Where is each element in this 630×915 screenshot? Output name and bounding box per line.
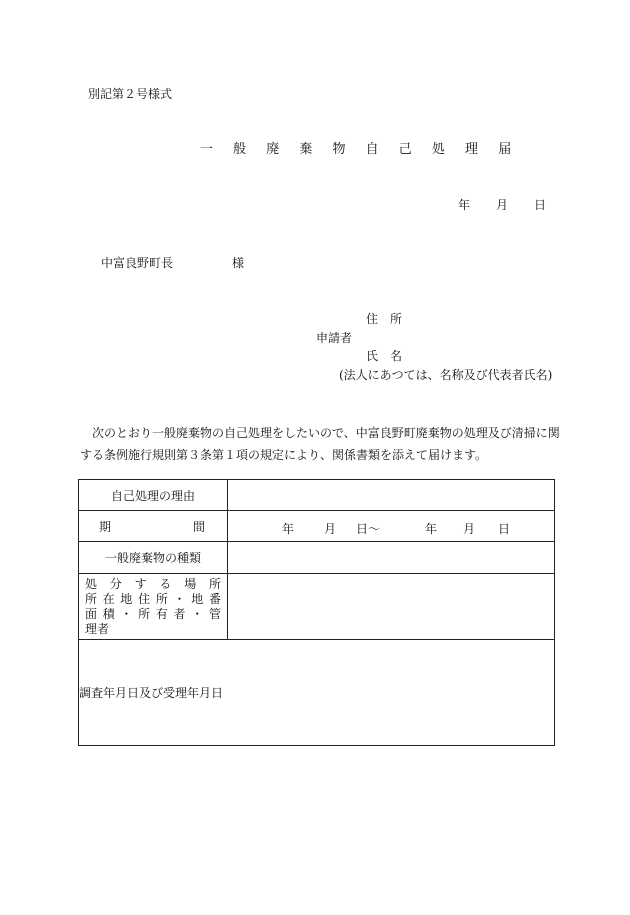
applicant-label: 申請者 — [316, 331, 353, 345]
reason-field[interactable] — [228, 480, 555, 511]
table-row — [79, 574, 555, 640]
honorific: 様 — [232, 256, 245, 270]
period-label — [79, 511, 228, 542]
place-line-1: 処分する場所 — [85, 576, 221, 591]
waste-type-label: 一般廃棄物の種類 — [79, 542, 228, 574]
form-number: 別記第２号様式 — [88, 87, 173, 101]
body-text: 次のとおり一般廃棄物の自己処理をしたいので、中富良野町廃棄物の処理及び清掃に関する条例施行規則第３条第１項の規定により、関係書類を添えて届けます。 — [80, 426, 560, 462]
applicant-address-label: 住 所 — [366, 312, 403, 326]
reason-label: 自己処理の理由 — [79, 480, 228, 511]
table-row — [79, 640, 555, 746]
document-title: 一 般 廃 棄 物 自 己 処 理 届 — [200, 142, 520, 157]
period-start-year: 年 — [282, 522, 295, 536]
place-line-4: 理者 — [85, 621, 110, 636]
period-end-day: 日 — [498, 522, 511, 536]
date-line — [458, 199, 546, 211]
survey-date-box[interactable] — [79, 640, 555, 746]
table-row — [79, 480, 555, 511]
date-year-label: 年 — [458, 198, 471, 212]
addressee: 中富良野町長 — [101, 256, 174, 270]
applicant-name-label: 氏 名 — [366, 349, 403, 363]
period-end-year: 年 — [425, 522, 438, 536]
period-label-part2: 間 — [192, 519, 205, 534]
application-table — [78, 479, 555, 746]
period-field[interactable] — [228, 511, 555, 542]
table-row — [79, 511, 555, 542]
place-line-2: 所在地住所・地番 — [85, 591, 221, 606]
period-start-day: 日～ — [356, 522, 381, 536]
table-row — [79, 542, 555, 574]
period-label-part1: 期 — [99, 519, 112, 534]
disposal-place-label — [79, 574, 228, 640]
disposal-place-field[interactable] — [228, 574, 555, 640]
survey-date-label: 調査年月日及び受理年月日 — [79, 686, 224, 700]
period-end-month: 月 — [463, 522, 476, 536]
place-line-3: 面積・所有者・管 — [85, 606, 221, 621]
waste-type-field[interactable] — [228, 542, 555, 574]
period-start-month: 月 — [324, 522, 337, 536]
corporate-note: (法人にあつては、名称及び代表者氏名) — [339, 368, 553, 382]
date-month-label: 月 — [496, 198, 509, 212]
date-day-label: 日 — [534, 198, 547, 212]
